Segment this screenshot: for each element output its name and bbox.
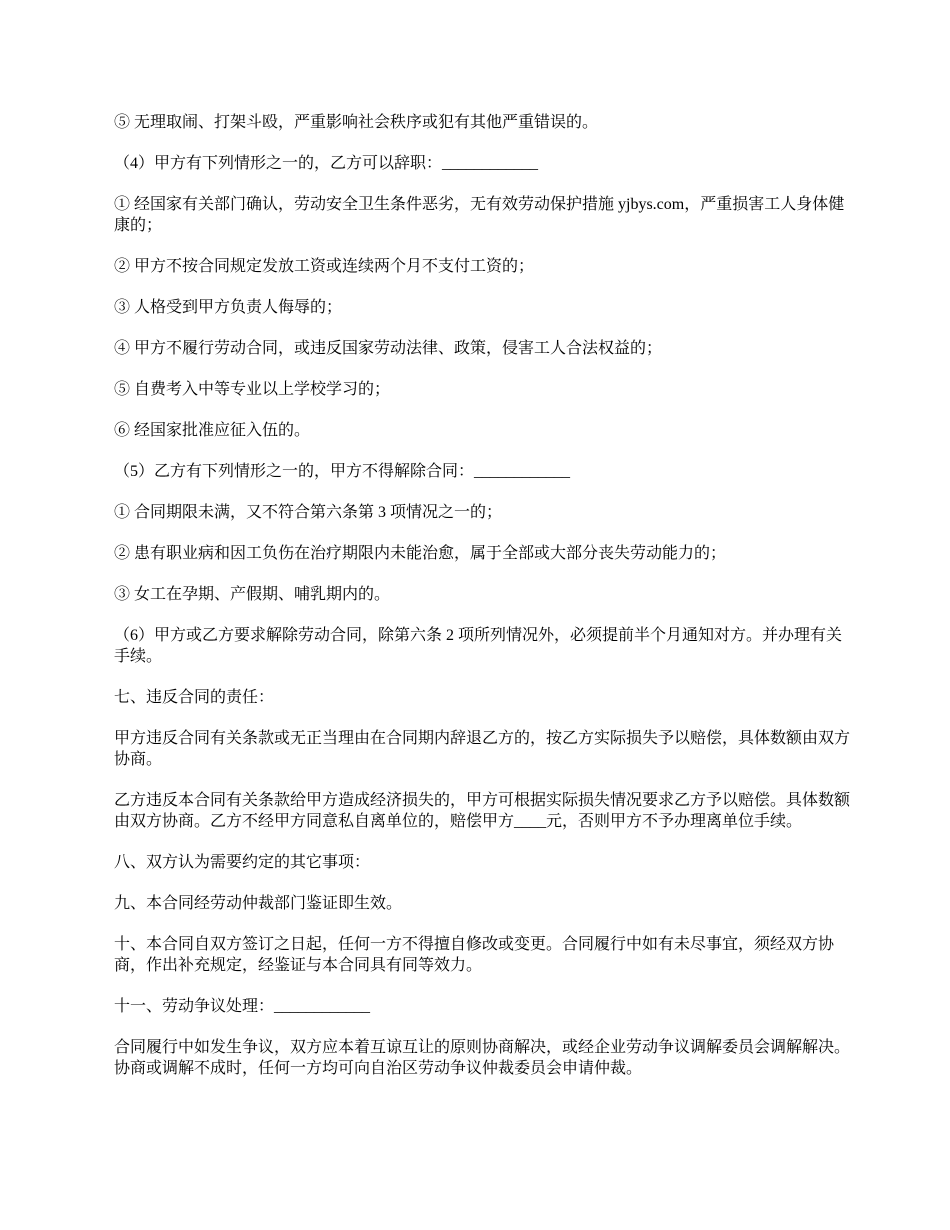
section-heading-modification: 十、本合同自双方签订之日起，任何一方不得擅自修改或变更。合同履行中如有未尽事宜，须经双方协商，作出补充规定，经鉴证与本合同具有同等效力。 xyxy=(114,936,835,974)
paragraph-no-termination-conditions: （5）乙方有下列情形之一的，甲方不得解除合同：____________ xyxy=(114,463,571,480)
section-heading-breach-liability: 七、违反合同的责任： xyxy=(114,689,275,706)
paragraph-school-admission: ⑤ 自费考入中等专业以上学校学习的； xyxy=(114,381,391,398)
paragraph-safety-conditions: ① 经国家有关部门确认，劳动安全卫生条件恶劣，无有效劳动保护措施 yjbys.com，严重损害工人身体健康的； xyxy=(114,196,845,234)
paragraph-party-b-breach: 乙方违反本合同有关条款给甲方造成经济损失的，甲方可根据实际损失情况要求乙方予以赔偿。具体数额由双方协商。乙方不经甲方同意私自离单位的，赔偿甲方____元，否则甲方不予办理离单位手续。 xyxy=(114,792,851,830)
paragraph-occupational-disease: ② 患有职业病和因工负伤在治疗期限内未能治愈，属于全部或大部分丧失劳动能力的； xyxy=(114,545,727,562)
section-heading-dispute: 十一、劳动争议处理：____________ xyxy=(114,998,371,1015)
paragraph-pregnancy: ③ 女工在孕期、产假期、哺乳期内的。 xyxy=(114,586,391,603)
paragraph-notice-period: （6）甲方或乙方要求解除劳动合同，除第六条 2 项所列情况外，必须提前半个月通知对方。并办理有关手续。 xyxy=(114,627,843,665)
paragraph-unpaid-wages: ② 甲方不按合同规定发放工资或连续两个月不支付工资的； xyxy=(114,258,535,275)
paragraph-dispute-resolution: 合同履行中如发生争议，双方应本着互谅互让的原则协商解决，或经企业劳动争议调解委员会调解解决。协商或调解不成时，任何一方均可向自治区劳动争议仲裁委员会申请仲裁。 xyxy=(114,1039,851,1077)
section-heading-effective: 九、本合同经劳动仲裁部门鉴证即生效。 xyxy=(114,895,403,912)
paragraph-term-not-expired: ① 合同期限未满，又不符合第六条第 3 项情况之一的； xyxy=(114,504,503,521)
document-body xyxy=(114,112,854,1099)
section-heading-other-matters: 八、双方认为需要约定的其它事项： xyxy=(114,854,371,871)
paragraph-item-5-disorder: ⑤ 无理取闹、打架斗殴，严重影响社会秩序或犯有其他严重错误的。 xyxy=(114,114,599,131)
paragraph-contract-breach: ④ 甲方不履行劳动合同，或违反国家劳动法律、政策，侵害工人合法权益的； xyxy=(114,340,663,357)
paragraph-military-service: ⑥ 经国家批准应征入伍的。 xyxy=(114,422,311,439)
paragraph-resignation-conditions: （4）甲方有下列情形之一的，乙方可以辞职：____________ xyxy=(114,155,539,172)
paragraph-party-a-breach: 甲方违反合同有关条款或无正当理由在合同期内辞退乙方的，按乙方实际损失予以赔偿，具体数额由双方协商。 xyxy=(114,730,851,768)
paragraph-insulted: ③ 人格受到甲方负责人侮辱的； xyxy=(114,299,343,316)
